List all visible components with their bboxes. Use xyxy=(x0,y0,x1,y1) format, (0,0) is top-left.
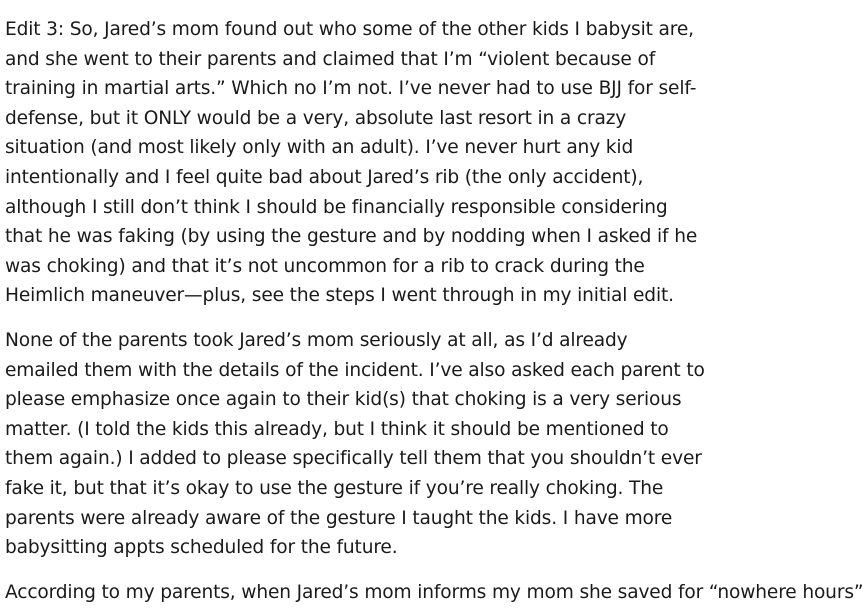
text-line: that he was faking (by using the gesture and by nodding when I asked if he xyxy=(5,226,698,248)
text-line: parents were already aware of the gesture I taught the kids. I have more xyxy=(5,507,673,529)
text-line: please emphasize once again to their kid(s) that choking is a very serious xyxy=(5,389,682,411)
text-line: None of the parents took Jared’s mom seriously at all, as I’d already xyxy=(5,329,628,351)
text-line: Edit 3: So, Jared’s mom found out who some of the other kids I babysit are, xyxy=(5,19,694,40)
text-line: Heimlich maneuver—plus, see the steps I went through in my initial edit. xyxy=(5,285,674,307)
paragraph-cutoff xyxy=(5,578,863,608)
text-line: training in martial arts.” Which no I’m not. I’ve never had to use BJJ for self- xyxy=(5,78,697,100)
text-line: and she went to their parents and claimed that I’m “violent because of xyxy=(5,48,656,70)
text-line: fake it, but that it’s okay to use the gesture if you’re really choking. The xyxy=(5,477,664,499)
text-line: intentionally and I feel quite bad about Jared’s rib (the only accident), xyxy=(5,166,644,188)
text-line: was choking) and that it’s not uncommon for a rib to crack during the xyxy=(5,255,645,277)
text-line: although I still don’t think I should be financially responsible considering xyxy=(5,196,668,218)
text-line: emailed them with the details of the incident. I’ve also asked each parent to xyxy=(5,359,705,381)
paragraph-parents-response xyxy=(5,326,705,563)
text-line: defense, but it ONLY would be a very, absolute last resort in a crazy xyxy=(5,107,627,129)
text-line: babysitting appts scheduled for the future. xyxy=(5,537,398,559)
text-line: situation (and most likely only with an adult). I’ve never hurt any kid xyxy=(5,137,634,159)
paragraph-edit-3 xyxy=(5,15,700,311)
text-line: matter. (I told the kids this already, but I think it should be mentioned to xyxy=(5,418,669,440)
text-line: them again.) I added to please specifically tell them that you shouldn’t ever xyxy=(5,448,702,470)
text-line: According to my parents, when Jared’s mom informs my mom she saved for “nowhere hours” xyxy=(5,581,863,603)
